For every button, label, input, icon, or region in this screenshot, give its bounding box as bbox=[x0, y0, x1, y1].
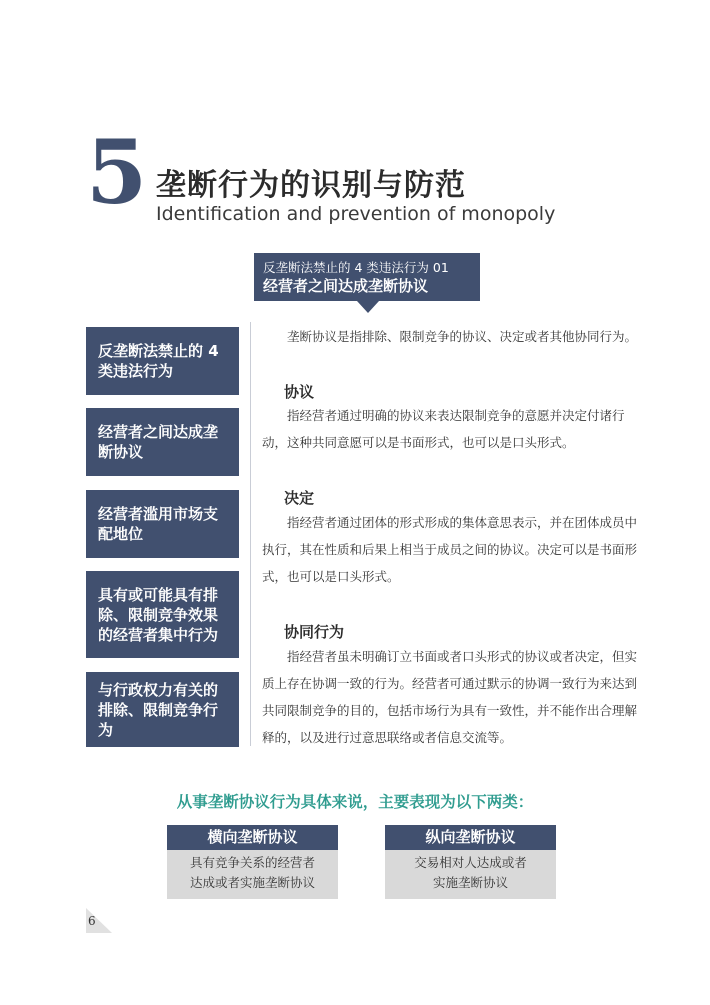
section-heading-concerted: 协同行为 bbox=[284, 623, 345, 641]
sidebar-item-category-overview: 反垄断法禁止的 4 类违法行为 bbox=[86, 327, 239, 395]
chapter-title: 垄断行为的识别与防范 bbox=[156, 168, 466, 203]
section-body-agreement bbox=[262, 402, 644, 456]
type-card-vertical bbox=[385, 825, 556, 899]
type-card-line: 达成或者实施垄断协议 bbox=[189, 875, 315, 890]
summary-heading: 从事垄断协议行为具体来说，主要表现为以下两类： bbox=[176, 793, 534, 811]
type-card-line: 具有竞争关系的经营者 bbox=[189, 855, 315, 870]
tag-arrow-icon bbox=[357, 301, 379, 313]
section-text-agreement: 指经营者通过明确的协议来表达限制竞争的意愿并决定付诸行动，这种共同意愿可以是书面形式，也可以是口头形式。 bbox=[262, 408, 625, 450]
sidebar-item-concentration: 具有或可能具有排除、限制竞争效果的经营者集中行为 bbox=[86, 571, 239, 658]
section-text-concerted: 指经营者虽未明确订立书面或者口头形式的协议或者决定，但实质上存在协调一致的行为。经营者可通过默示的协调一致行为来达到共同限制竞争的目的，包括市场行为具有一致性，并不能作出合理解释的，以及进行过意思联络或者信息交流等。 bbox=[262, 649, 638, 745]
sidebar-item-monopoly-agreement: 经营者之间达成垄断协议 bbox=[86, 408, 239, 476]
sidebar-item-administrative-power: 与行政权力有关的排除、限制竞争行为 bbox=[86, 672, 239, 747]
type-card-line: 交易相对人达成或者 bbox=[414, 855, 527, 870]
sidebar-item-abuse-dominance: 经营者滥用市场支配地位 bbox=[86, 490, 239, 558]
section-tag-line1: 反垄断法禁止的 4 类违法行为 01 bbox=[263, 260, 449, 275]
section-text-decision: 指经营者通过团体的形式形成的集体意思表示，并在团体成员中执行，其在性质和后果上相当于成员之间的协议。决定可以是书面形式，也可以是口头形式。 bbox=[262, 515, 638, 584]
type-card-title: 纵向垄断协议 bbox=[385, 825, 556, 850]
type-card-line: 实施垄断协议 bbox=[432, 875, 508, 890]
type-card-body bbox=[167, 850, 338, 899]
section-heading-decision: 决定 bbox=[284, 489, 315, 507]
section-body-concerted bbox=[262, 643, 644, 751]
sidebar-divider bbox=[250, 322, 251, 746]
type-card-title: 横向垄断协议 bbox=[167, 825, 338, 850]
section-tag bbox=[254, 253, 480, 301]
chapter-subtitle: Identification and prevention of monopoly bbox=[156, 203, 556, 225]
intro-paragraph bbox=[262, 323, 644, 350]
chapter-number: 5 bbox=[86, 120, 148, 224]
section-heading-agreement: 协议 bbox=[284, 383, 315, 401]
intro-text: 垄断协议是指排除、限制竞争的协议、决定或者其他协同行为。 bbox=[287, 329, 638, 344]
type-card-horizontal bbox=[167, 825, 338, 899]
page-number: 6 bbox=[88, 914, 96, 928]
type-card-body bbox=[385, 850, 556, 899]
section-body-decision bbox=[262, 509, 644, 590]
section-tag-line2: 经营者之间达成垄断协议 bbox=[263, 277, 429, 295]
